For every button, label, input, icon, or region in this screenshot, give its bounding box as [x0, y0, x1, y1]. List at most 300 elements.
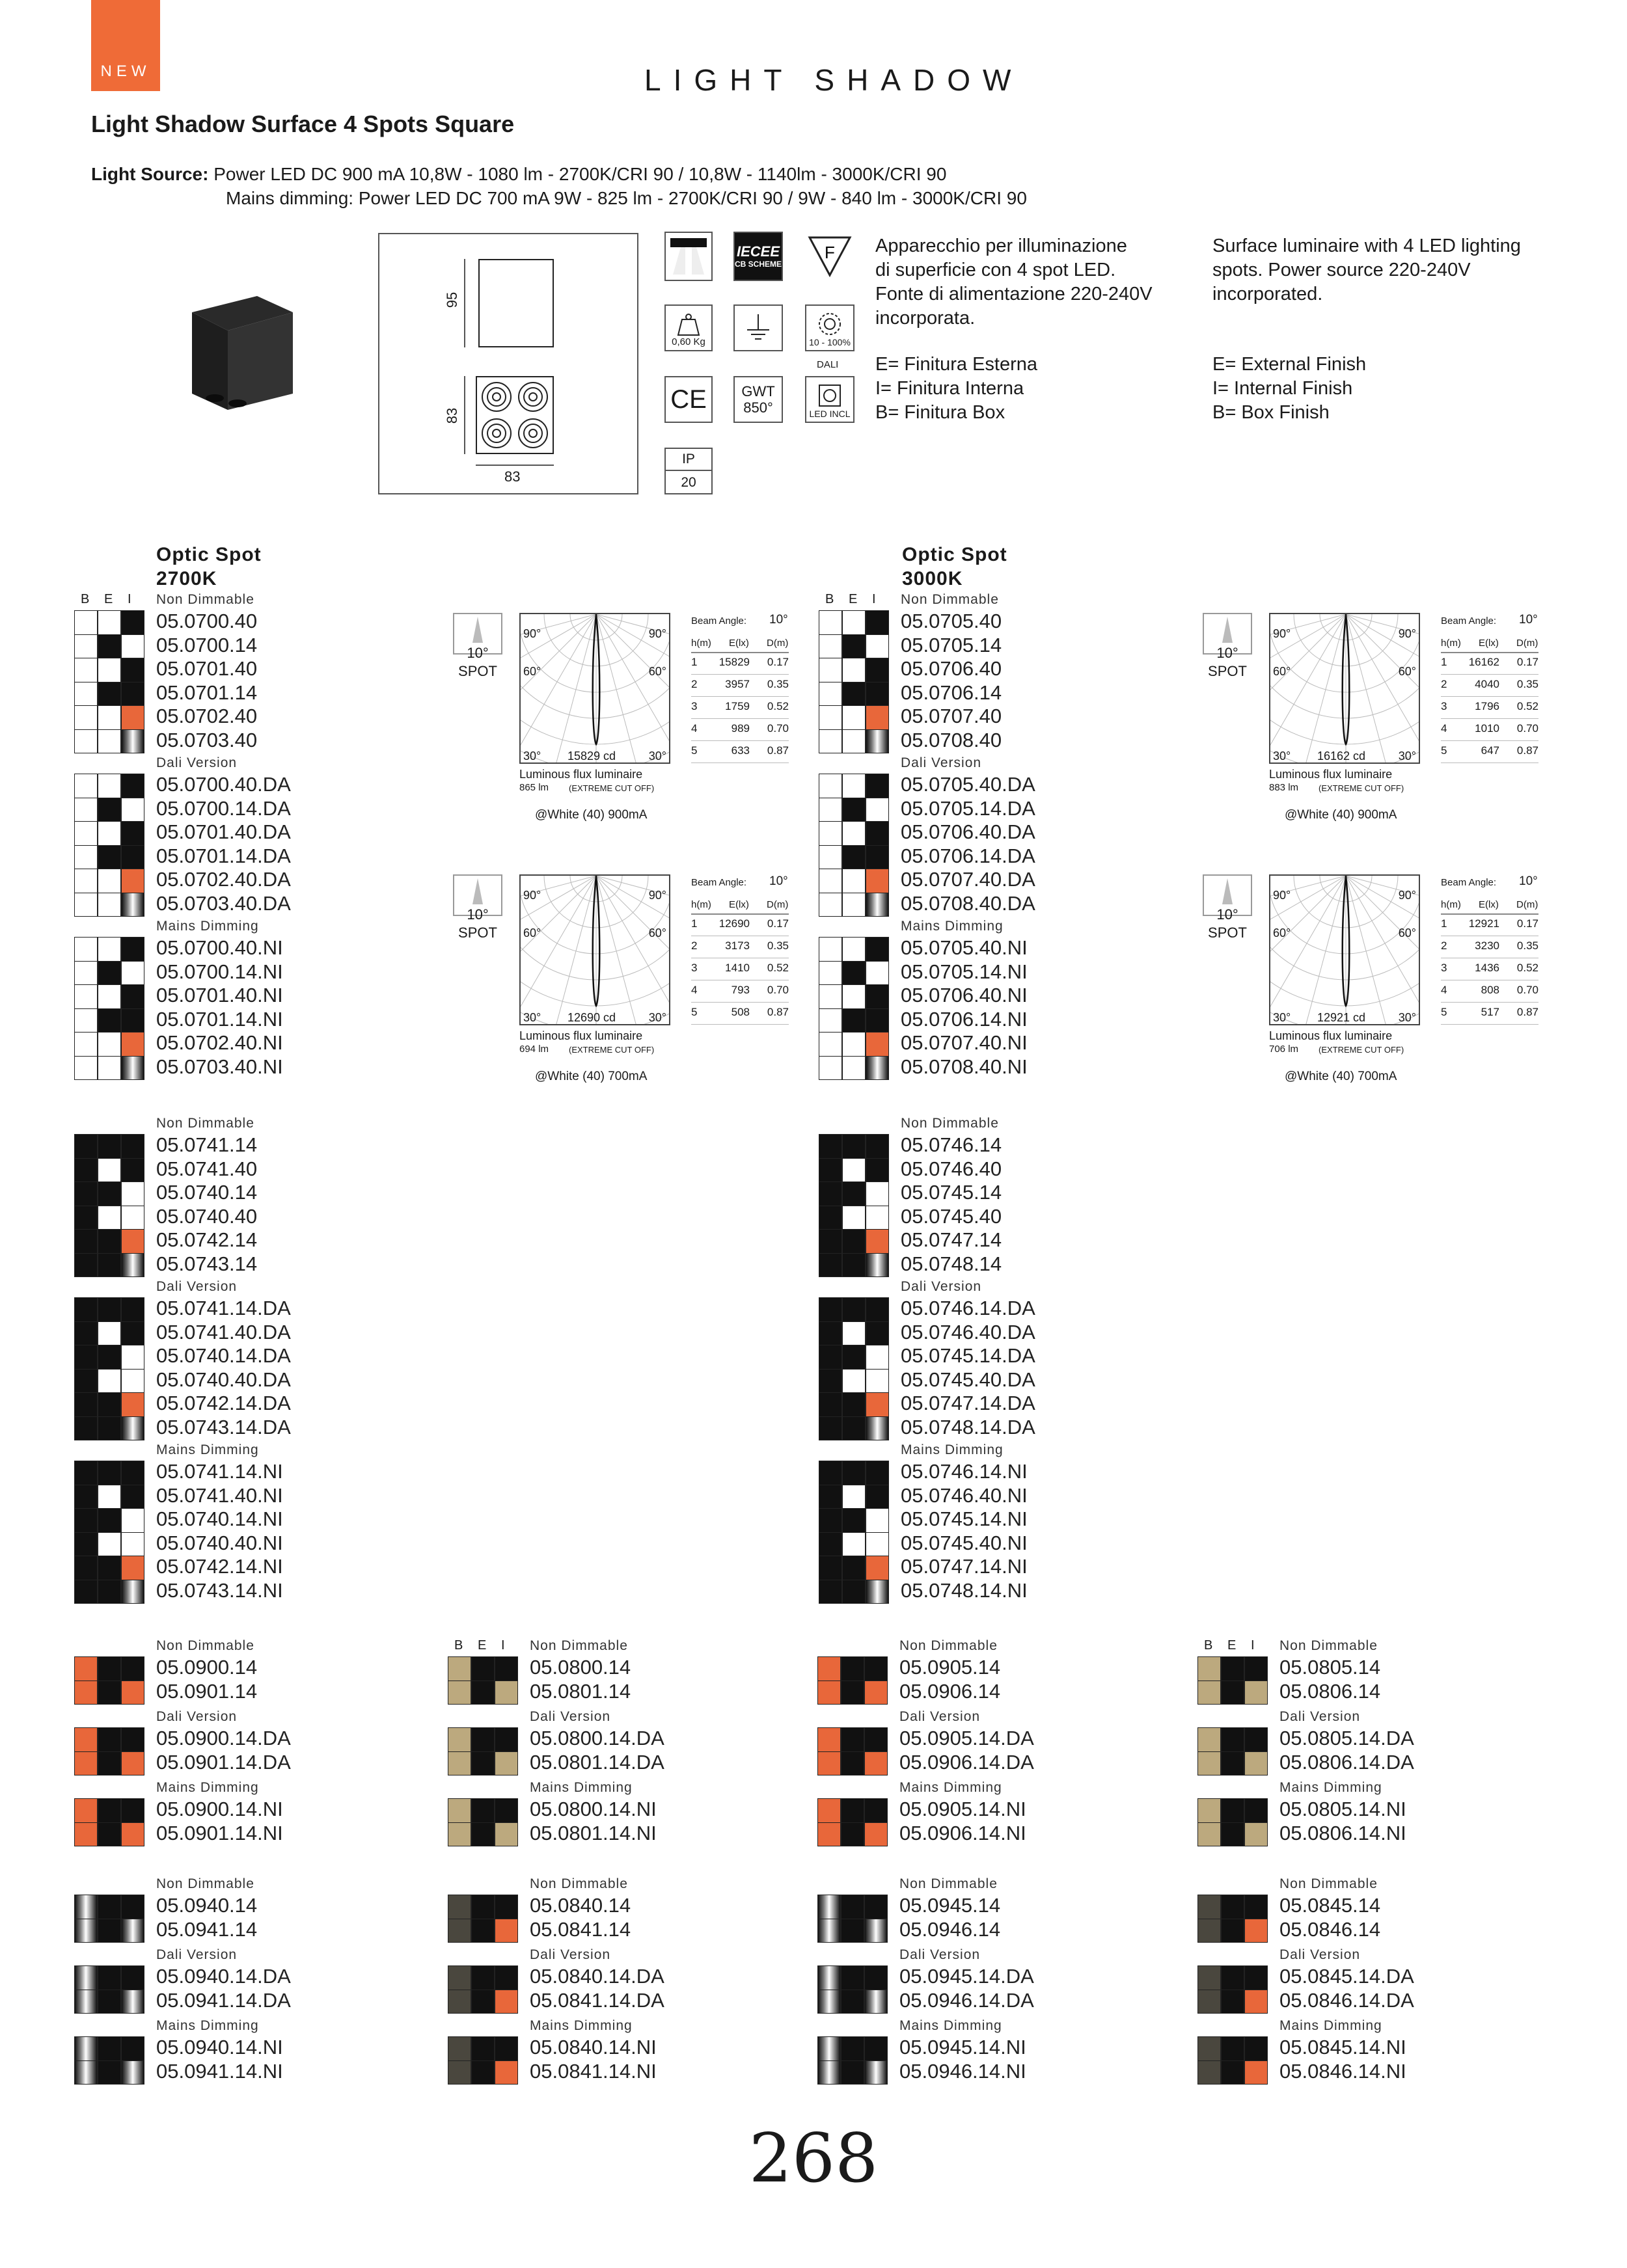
- finish-swatch: [121, 729, 144, 754]
- finish-swatch: [121, 1158, 144, 1183]
- product-code: 05.0806.14.DA: [1279, 1750, 1414, 1774]
- finish-swatch: [74, 1919, 98, 1943]
- finish-swatch: [98, 682, 121, 707]
- row-illuminance: 1759: [725, 700, 750, 712]
- finish-swatch: [819, 1508, 842, 1533]
- finish-swatch: [98, 1727, 121, 1752]
- brand-title: LIGHT SHADOW: [644, 63, 1024, 97]
- product-code: 05.0748.14.DA: [901, 1415, 1035, 1438]
- ground-icon: [733, 304, 783, 351]
- section-label: Non Dimmable: [899, 1876, 998, 1891]
- row-height: 3: [1441, 962, 1447, 974]
- finish-swatch: [74, 1727, 98, 1752]
- finish-swatch: [842, 1181, 866, 1206]
- finish-swatch: [121, 1965, 144, 1990]
- finish-swatch: [1197, 1751, 1221, 1776]
- finish-swatch: [74, 1751, 98, 1776]
- finish-swatch: [866, 1508, 889, 1533]
- optic-heading-3000k: Optic Spot 3000K: [902, 544, 1007, 589]
- product-code: 05.0700.14.DA: [156, 796, 291, 820]
- finish-swatch: [121, 1556, 144, 1580]
- photometric-block: [453, 874, 791, 1096]
- finish-swatch: [841, 1822, 864, 1847]
- finish-swatch: [98, 1751, 121, 1776]
- product-code: 05.0706.14: [901, 681, 1002, 704]
- finish-swatch: [842, 1508, 866, 1533]
- test-condition: @White (40) 700mA: [535, 1070, 648, 1083]
- finish-swatch: [866, 658, 889, 682]
- finish-swatch: [866, 1206, 889, 1230]
- finish-swatch: [819, 821, 842, 846]
- row-illuminance: 1796: [1475, 700, 1499, 712]
- finish-swatch: [448, 1919, 471, 1943]
- cutoff-label: (EXTREME CUT OFF): [569, 1045, 655, 1055]
- row-illuminance: 647: [1481, 744, 1499, 757]
- finish-swatch: [866, 729, 889, 754]
- spot-angle: 10°: [467, 906, 489, 923]
- finish-swatch: [74, 1206, 98, 1230]
- finish-swatch: [74, 634, 98, 659]
- finish-swatch: [121, 893, 144, 917]
- product-code: 05.0703.40: [156, 728, 258, 751]
- product-code: 05.0941.14.NI: [156, 2059, 283, 2083]
- finish-swatch: [121, 682, 144, 707]
- finish-swatch: [471, 1798, 495, 1823]
- angle-90-right: 90°: [1398, 627, 1416, 640]
- finish-swatch: [74, 1392, 98, 1417]
- product-code: 05.0841.14.NI: [530, 2059, 657, 2083]
- product-code: 05.0748.14: [901, 1252, 1002, 1275]
- finish-swatch: [74, 893, 98, 917]
- finish-swatch: [817, 1965, 841, 1990]
- finish-swatch: [842, 1392, 866, 1417]
- product-code: 05.0746.14.DA: [901, 1297, 1035, 1319]
- finish-swatch: [1197, 1727, 1221, 1752]
- angle-90-right: 90°: [648, 627, 666, 640]
- finish-swatch: [74, 961, 98, 986]
- finish-swatch: [866, 1392, 889, 1417]
- finish-swatch: [74, 610, 98, 635]
- finish-swatch: [98, 1345, 121, 1370]
- finish-swatch: [74, 1134, 98, 1159]
- finish-swatch: [448, 1990, 471, 2014]
- depth-dimension: 83: [444, 407, 461, 424]
- row-diameter: 0.35: [767, 678, 789, 690]
- finish-swatch: [121, 961, 144, 986]
- row-illuminance: 15829: [718, 656, 750, 668]
- finish-swatch: [842, 729, 866, 754]
- product-code: 05.0801.14: [530, 1679, 631, 1703]
- finish-swatch: [471, 1656, 495, 1681]
- finish-swatch: [866, 1580, 889, 1604]
- finish-swatch: [1197, 2060, 1221, 2085]
- finish-swatch: [819, 658, 842, 682]
- finish-swatch: [121, 1580, 144, 1604]
- finish-swatch: [841, 2060, 864, 2085]
- finish-swatch: [819, 1056, 842, 1081]
- product-code: 05.0805.14.DA: [1279, 1727, 1414, 1749]
- col-e: E(lx): [729, 899, 749, 910]
- finish-swatch: [448, 1681, 471, 1705]
- finish-swatch: [866, 845, 889, 870]
- row-diameter: 0.87: [1516, 1006, 1538, 1018]
- finish-swatch: [121, 1134, 144, 1159]
- luminous-flux-value: 883 lm: [1269, 782, 1299, 793]
- angle-30-right: 30°: [1398, 1011, 1416, 1024]
- col-d: D(m): [767, 899, 789, 910]
- product-code: 05.0841.14: [530, 1917, 631, 1941]
- finish-swatch: [98, 729, 121, 754]
- product-code: 05.0741.40: [156, 1157, 258, 1180]
- finish-swatch: [841, 2036, 864, 2061]
- row-height: 5: [1441, 1006, 1447, 1018]
- finish-swatch: [74, 2060, 98, 2085]
- col-h: h(m): [691, 638, 711, 649]
- product-code: 05.0845.14.NI: [1279, 2036, 1406, 2059]
- product-code: 05.0701.40: [156, 657, 258, 680]
- product-code: 05.0901.14.DA: [156, 1750, 291, 1774]
- product-code: 05.0705.40.DA: [901, 773, 1035, 796]
- finish-swatch: [121, 869, 144, 893]
- product-code: 05.0940.14.DA: [156, 1965, 291, 1988]
- finish-swatch: [864, 1895, 888, 1919]
- section-label: Mains Dimming: [156, 2018, 259, 2033]
- bei-header-b: B: [825, 592, 834, 606]
- finish-swatch: [841, 1895, 864, 1919]
- finish-swatch: [1197, 1656, 1221, 1681]
- product-code: 05.0741.40.DA: [156, 1320, 291, 1343]
- finish-swatch: [495, 1822, 518, 1847]
- finish-swatch: [866, 682, 889, 707]
- bei-header-b: B: [454, 1638, 463, 1653]
- product-code: 05.0906.14.NI: [899, 1821, 1026, 1844]
- finish-swatch: [866, 1229, 889, 1254]
- finish-swatch: [98, 845, 121, 870]
- finish-swatch: [98, 1158, 121, 1183]
- finish-swatch: [121, 1181, 144, 1206]
- finish-swatch: [74, 1485, 98, 1509]
- product-code: 05.0741.14.NI: [156, 1460, 283, 1483]
- finish-swatch: [842, 1321, 866, 1346]
- row-height: 2: [691, 939, 698, 952]
- section-label: Non Dimmable: [530, 1876, 628, 1891]
- row-diameter: 0.17: [767, 656, 789, 668]
- product-code: 05.0940.14.NI: [156, 2036, 283, 2059]
- finish-swatch: [819, 1253, 842, 1278]
- product-code: 05.0701.40.DA: [156, 820, 291, 843]
- luminous-flux-value: 865 lm: [519, 782, 549, 793]
- finish-swatch: [121, 1822, 144, 1847]
- spot-angle: 10°: [1216, 645, 1238, 661]
- product-code: 05.0845.14.DA: [1279, 1965, 1414, 1988]
- finish-swatch: [74, 1158, 98, 1183]
- product-code: 05.0900.14.NI: [156, 1798, 283, 1820]
- finish-swatch: [1221, 1751, 1244, 1776]
- finish-swatch: [1244, 1681, 1268, 1705]
- finish-swatch: [121, 1229, 144, 1254]
- photometric-block: [1203, 874, 1541, 1096]
- polar-diagram: [519, 874, 670, 1025]
- product-code: 05.0906.14: [899, 1679, 1001, 1703]
- cutoff-label: (EXTREME CUT OFF): [569, 783, 655, 793]
- finish-swatch: [121, 1297, 144, 1322]
- finish-swatch: [98, 1056, 121, 1081]
- row-diameter: 0.17: [767, 917, 789, 930]
- finish-swatch: [1244, 1919, 1268, 1943]
- illuminance-table: [1441, 613, 1545, 769]
- product-code: 05.0945.14.DA: [899, 1965, 1034, 1988]
- light-source-line2: Mains dimming: Power LED DC 700 mA 9W - 825 lm - 2700K/CRI 90 / 9W - 840 lm - 3000K/CRI 90: [226, 188, 1027, 208]
- finish-swatch: [841, 1990, 864, 2014]
- row-diameter: 0.52: [1516, 962, 1538, 974]
- product-code: 05.0700.14.NI: [156, 960, 283, 983]
- finish-swatch: [864, 2060, 888, 2085]
- product-code: 05.0840.14: [530, 1894, 631, 1917]
- spot-angle: 10°: [1216, 906, 1238, 923]
- product-code: 05.0946.14: [899, 1917, 1001, 1941]
- finish-swatch: [864, 1990, 888, 2014]
- finish-swatch: [98, 1895, 121, 1919]
- finish-swatch: [866, 1345, 889, 1370]
- finish-swatch: [842, 705, 866, 730]
- luminous-flux-value: 694 lm: [519, 1044, 549, 1055]
- col-h: h(m): [691, 899, 711, 910]
- finish-swatch: [98, 1008, 121, 1033]
- product-code: 05.0742.14: [156, 1228, 258, 1251]
- section-label: Non Dimmable: [901, 1116, 999, 1131]
- product-code: 05.0941.14.DA: [156, 1988, 291, 2012]
- finish-swatch: [98, 2036, 121, 2061]
- finish-swatch: [121, 798, 144, 822]
- finish-swatch: [819, 1321, 842, 1346]
- product-code: 05.0746.14.NI: [901, 1460, 1028, 1483]
- finish-swatch: [98, 869, 121, 893]
- finish-legend-italian: E= Finitura Esterna I= Finitura Interna B= Finitura Box: [875, 354, 1038, 423]
- row-illuminance: 1410: [725, 962, 750, 974]
- finish-swatch: [842, 798, 866, 822]
- finish-swatch: [74, 1253, 98, 1278]
- finish-swatch: [495, 1681, 518, 1705]
- finish-swatch: [819, 682, 842, 707]
- product-code: 05.0706.40.NI: [901, 984, 1028, 1006]
- finish-swatch: [121, 984, 144, 1009]
- product-code: 05.0800.14.NI: [530, 1798, 657, 1820]
- finish-swatch: [1244, 1656, 1268, 1681]
- product-code: 05.0742.14.DA: [156, 1392, 291, 1414]
- finish-swatch: [471, 1727, 495, 1752]
- row-illuminance: 508: [731, 1006, 750, 1018]
- row-diameter: 0.35: [767, 939, 789, 952]
- row-height: 5: [691, 1006, 698, 1018]
- product-code: 05.0707.40.DA: [901, 868, 1035, 891]
- spot-label: SPOT: [458, 663, 497, 679]
- product-code: 05.0743.14.DA: [156, 1415, 291, 1438]
- finish-swatch: [866, 798, 889, 822]
- luminous-flux-label: Luminous flux luminaire: [1269, 1029, 1393, 1042]
- finish-swatch: [448, 1751, 471, 1776]
- finish-swatch: [1221, 2036, 1244, 2061]
- row-illuminance: 12921: [1468, 917, 1499, 930]
- finish-swatch: [121, 1485, 144, 1509]
- finish-swatch: [817, 1681, 841, 1705]
- section-label: Non Dimmable: [530, 1638, 628, 1653]
- section-label: Dali Version: [901, 1279, 982, 1294]
- angle-60-right: 60°: [648, 926, 666, 939]
- finish-swatch: [121, 1321, 144, 1346]
- finish-swatch: [819, 1392, 842, 1417]
- finish-swatch: [74, 658, 98, 682]
- finish-swatch: [74, 729, 98, 754]
- finish-swatch: [98, 1990, 121, 2014]
- finish-swatch: [98, 1508, 121, 1533]
- spot-label: SPOT: [1208, 663, 1247, 679]
- finish-swatch: [817, 1751, 841, 1776]
- finish-swatch: [819, 1416, 842, 1441]
- polar-diagram: [1269, 874, 1420, 1025]
- dimming-icon: 10 - 100%: [805, 304, 855, 351]
- bei-header-b: B: [1204, 1638, 1213, 1653]
- finish-swatch: [98, 1798, 121, 1823]
- product-code: 05.0703.40.DA: [156, 891, 291, 915]
- finish-swatch: [842, 1369, 866, 1394]
- row-height: 3: [691, 700, 698, 712]
- row-height: 1: [691, 917, 698, 930]
- section-label: Dali Version: [1279, 1709, 1361, 1724]
- beam-angle-label: Beam Angle:: [1441, 877, 1497, 888]
- finish-legend-english: E= External Finish I= Internal Finish B= Box Finish: [1212, 354, 1367, 423]
- finish-swatch: [817, 1727, 841, 1752]
- finish-swatch: [866, 1008, 889, 1033]
- finish-swatch: [819, 705, 842, 730]
- finish-swatch: [1244, 1798, 1268, 1823]
- product-code: 05.0743.14: [156, 1252, 258, 1275]
- finish-swatch: [842, 984, 866, 1009]
- finish-swatch: [864, 1751, 888, 1776]
- finish-swatch: [74, 682, 98, 707]
- finish-swatch: [842, 821, 866, 846]
- spot-label: SPOT: [1208, 925, 1247, 941]
- test-condition: @White (40) 700mA: [1285, 1070, 1397, 1083]
- finish-swatch: [1197, 1822, 1221, 1847]
- ce-icon: CE: [664, 376, 713, 423]
- bei-header-i: I: [501, 1638, 505, 1653]
- finish-swatch: [819, 1345, 842, 1370]
- finish-swatch: [448, 1822, 471, 1847]
- finish-swatch: [819, 961, 842, 986]
- illuminance-table: [1441, 874, 1545, 1031]
- product-code: 05.0805.14.NI: [1279, 1798, 1406, 1820]
- finish-swatch: [74, 705, 98, 730]
- row-height: 3: [1441, 700, 1447, 712]
- finish-swatch: [98, 2060, 121, 2085]
- finish-swatch: [74, 774, 98, 798]
- spot-label: SPOT: [458, 925, 497, 941]
- finish-swatch: [98, 984, 121, 1009]
- finish-swatch: [448, 1965, 471, 1990]
- finish-swatch: [74, 1297, 98, 1322]
- finish-swatch: [121, 1461, 144, 1485]
- finish-swatch: [842, 1297, 866, 1322]
- finish-swatch: [98, 610, 121, 635]
- col-h: h(m): [1441, 899, 1461, 910]
- section-label: Non Dimmable: [899, 1638, 998, 1653]
- finish-swatch: [121, 1508, 144, 1533]
- finish-swatch: [121, 1253, 144, 1278]
- finish-swatch: [121, 845, 144, 870]
- row-diameter: 0.70: [1516, 984, 1538, 996]
- finish-swatch: [98, 1253, 121, 1278]
- finish-swatch: [864, 1798, 888, 1823]
- luminous-flux-label: Luminous flux luminaire: [519, 1029, 643, 1042]
- finish-swatch: [74, 1532, 98, 1557]
- product-code: 05.0707.40.NI: [901, 1031, 1028, 1054]
- product-code: 05.0745.14.NI: [901, 1507, 1028, 1530]
- product-code: 05.0701.14.DA: [156, 844, 291, 867]
- light-source-label: Light Source:: [91, 164, 209, 184]
- angle-60-left: 60°: [1273, 665, 1291, 678]
- section-label: Non Dimmable: [1279, 1638, 1378, 1653]
- dimension-drawing: [378, 233, 638, 494]
- finish-swatch: [74, 1056, 98, 1081]
- product-code: 05.0703.40.NI: [156, 1055, 283, 1078]
- section-label: Mains Dimming: [530, 2018, 633, 2033]
- finish-swatch: [1197, 1798, 1221, 1823]
- finish-swatch: [819, 1580, 842, 1604]
- svg-text:F: F: [825, 243, 835, 262]
- iecee-icon: IECEE CB SCHEME: [733, 232, 783, 281]
- finish-swatch: [1197, 1990, 1221, 2014]
- finish-swatch: [74, 798, 98, 822]
- finish-swatch: [74, 1181, 98, 1206]
- finish-swatch: [98, 893, 121, 917]
- product-code: 05.0901.14.NI: [156, 1821, 283, 1844]
- finish-swatch: [74, 1681, 98, 1705]
- finish-swatch: [98, 774, 121, 798]
- finish-swatch: [866, 774, 889, 798]
- finish-swatch: [74, 1508, 98, 1533]
- light-source-line1: [91, 164, 946, 185]
- beam-angle-label: Beam Angle:: [691, 615, 747, 627]
- angle-60-right: 60°: [648, 665, 666, 678]
- product-code: 05.0740.14: [156, 1181, 258, 1204]
- finish-swatch: [74, 1416, 98, 1441]
- section-label: Dali Version: [1279, 1947, 1361, 1962]
- finish-swatch: [819, 893, 842, 917]
- product-code: 05.0745.14.DA: [901, 1344, 1035, 1367]
- finish-swatch: [74, 1321, 98, 1346]
- row-illuminance: 3957: [725, 678, 750, 690]
- finish-swatch: [448, 1798, 471, 1823]
- row-diameter: 0.52: [1516, 700, 1538, 712]
- finish-swatch: [866, 1416, 889, 1441]
- col-e: E(lx): [1479, 899, 1499, 910]
- finish-swatch: [842, 869, 866, 893]
- gwt-icon: GWT 850°: [733, 376, 783, 423]
- row-diameter: 0.17: [1516, 656, 1538, 668]
- finish-swatch: [121, 610, 144, 635]
- finish-swatch: [866, 1321, 889, 1346]
- finish-swatch: [842, 1345, 866, 1370]
- row-diameter: 0.52: [767, 962, 789, 974]
- section-label: Mains Dimming: [156, 1442, 259, 1457]
- finish-swatch: [1221, 1681, 1244, 1705]
- finish-swatch: [448, 1727, 471, 1752]
- finish-swatch: [866, 961, 889, 986]
- row-height: 2: [1441, 939, 1447, 952]
- finish-swatch: [121, 1798, 144, 1823]
- finish-swatch: [121, 1681, 144, 1705]
- finish-swatch: [819, 984, 842, 1009]
